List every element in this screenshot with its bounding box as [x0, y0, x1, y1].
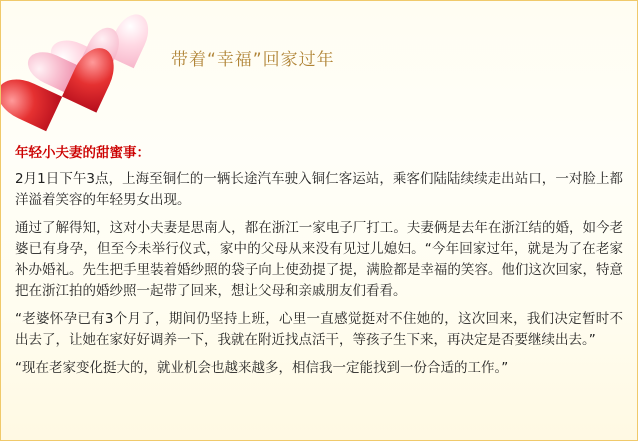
heart-mid-pink-icon	[35, 11, 109, 85]
subheading: 年轻小夫妻的甜蜜事：	[15, 145, 150, 161]
article-body	[15, 141, 623, 386]
heart-red-icon	[7, 27, 102, 122]
page-title: 带着“幸福”回家过年	[171, 50, 335, 70]
heart-light-pink-icon	[58, 0, 137, 76]
paragraph-1: 2月1日下午3点，上海至铜仁的一辆长途汽车驶入铜仁客运站，乘客们陆陆续续走出站口，一对脸上都洋溢着笑容的年轻男女出现。	[15, 171, 623, 208]
paragraph-4: “现在老家变化挺大的，就业机会也越来越多，相信我一定能找到一份合适的工作。”	[15, 360, 509, 376]
paragraph-2: 通过了解得知，这对小夫妻是思南人，都在浙江一家电子厂打工。夫妻俩是去年在浙江结的婚，如今老婆已有身孕，但至今未举行仪式，家中的父母从来没有见过儿媳妇。“今年回家过年，就是为了在老家补办婚礼。先生把手里装着婚纱照的袋子向上使劲提了提，满脸都是幸福的笑容。他们这次回家，特意把在浙江拍的婚纱照一起带了回来，想让父母和亲戚朋友们看看。	[15, 220, 623, 299]
paragraph-3: “老婆怀孕已有3个月了，期间仍坚持上班，心里一直感觉挺对不住她的，这次回来，我们决定暂时不出去了，让她在家好好调养一下，我就在附近找点活干，等孩子生下来，再决定是否要继续出去。”	[15, 311, 623, 348]
heart-decoration-group	[9, 3, 159, 123]
